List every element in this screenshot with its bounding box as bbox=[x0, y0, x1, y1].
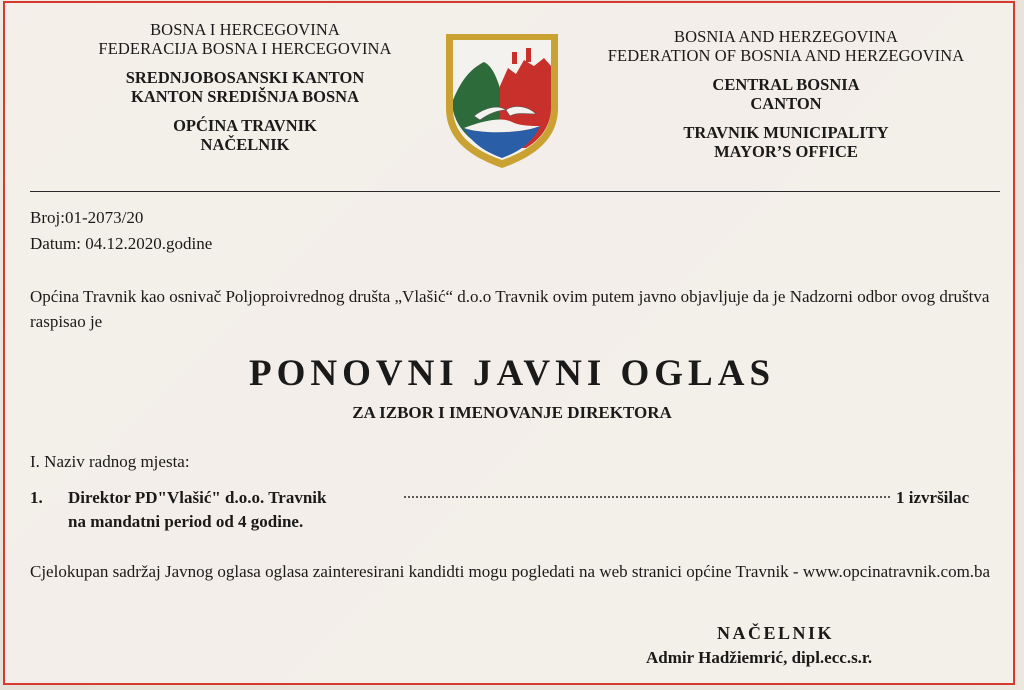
country-name-en: BOSNIA AND HERZEGOVINA bbox=[673, 27, 899, 46]
reference-date: Datum: 04.12.2020.godine bbox=[30, 234, 213, 253]
position-name: Direktor PD"Vlašić" d.o.o. Travnik bbox=[68, 488, 327, 507]
canton-name-en-1: CENTRAL BOSNIA bbox=[712, 75, 860, 94]
reference-number: Broj:01-2073/20 bbox=[30, 208, 144, 227]
travnik-coat-of-arms-icon bbox=[440, 30, 564, 172]
announcement-title: PONOVNI JAVNI OGLAS bbox=[248, 353, 776, 394]
office-name-bs: NAČELNIK bbox=[200, 135, 290, 154]
reference-block bbox=[30, 205, 212, 257]
section-heading: I. Naziv radnog mjesta: bbox=[30, 452, 190, 471]
municipality-name-en: TRAVNIK MUNICIPALITY bbox=[683, 123, 889, 142]
canton-name-bs-2: KANTON SREDIŠNJA BOSNA bbox=[130, 87, 359, 106]
intro-paragraph: Općina Travnik kao osnivač Poljoproivrednog društa „Vlašić“ d.o.o Travnik ovim putem javno objavljuje da je Nadzorni odbor ovog društva raspisao je bbox=[30, 287, 990, 331]
website-note: Cjelokupan sadržaj Javnog oglasa oglasa zainteresirani kandidti mogu pogledati na web stranici općine Travnik - www.opcinatravnik.com.ba bbox=[30, 562, 991, 581]
position-number: 1. bbox=[30, 488, 43, 507]
header-right bbox=[570, 27, 1002, 161]
position-count: 1 izvršilac bbox=[896, 488, 970, 507]
announcement-subtitle: ZA IZBOR I IMENOVANJE DIREKTORA bbox=[352, 403, 672, 422]
office-name-en: MAYOR’S OFFICE bbox=[714, 142, 858, 161]
federation-name-en: FEDERATION OF BOSNIA AND HERZEGOVINA bbox=[607, 46, 965, 65]
municipality-name-bs: OPĆINA TRAVNIK bbox=[173, 116, 317, 135]
signature-name: Admir Hadžiemrić, dipl.ecc.s.r. bbox=[646, 648, 873, 667]
header-divider bbox=[30, 191, 1000, 192]
canton-name-bs-1: SREDNJOBOSANSKI KANTON bbox=[125, 68, 365, 87]
position-period: na mandatni period od 4 godine. bbox=[68, 512, 304, 531]
canton-name-en-2: CANTON bbox=[750, 94, 822, 113]
federation-name-bs: FEDERACIJA BOSNA I HERCEGOVINA bbox=[98, 39, 392, 58]
country-name-bs: BOSNA I HERCEGOVINA bbox=[150, 20, 340, 39]
header-left bbox=[60, 20, 430, 154]
signature-title: NAČELNIK bbox=[717, 623, 835, 643]
dotted-leader bbox=[403, 496, 891, 498]
